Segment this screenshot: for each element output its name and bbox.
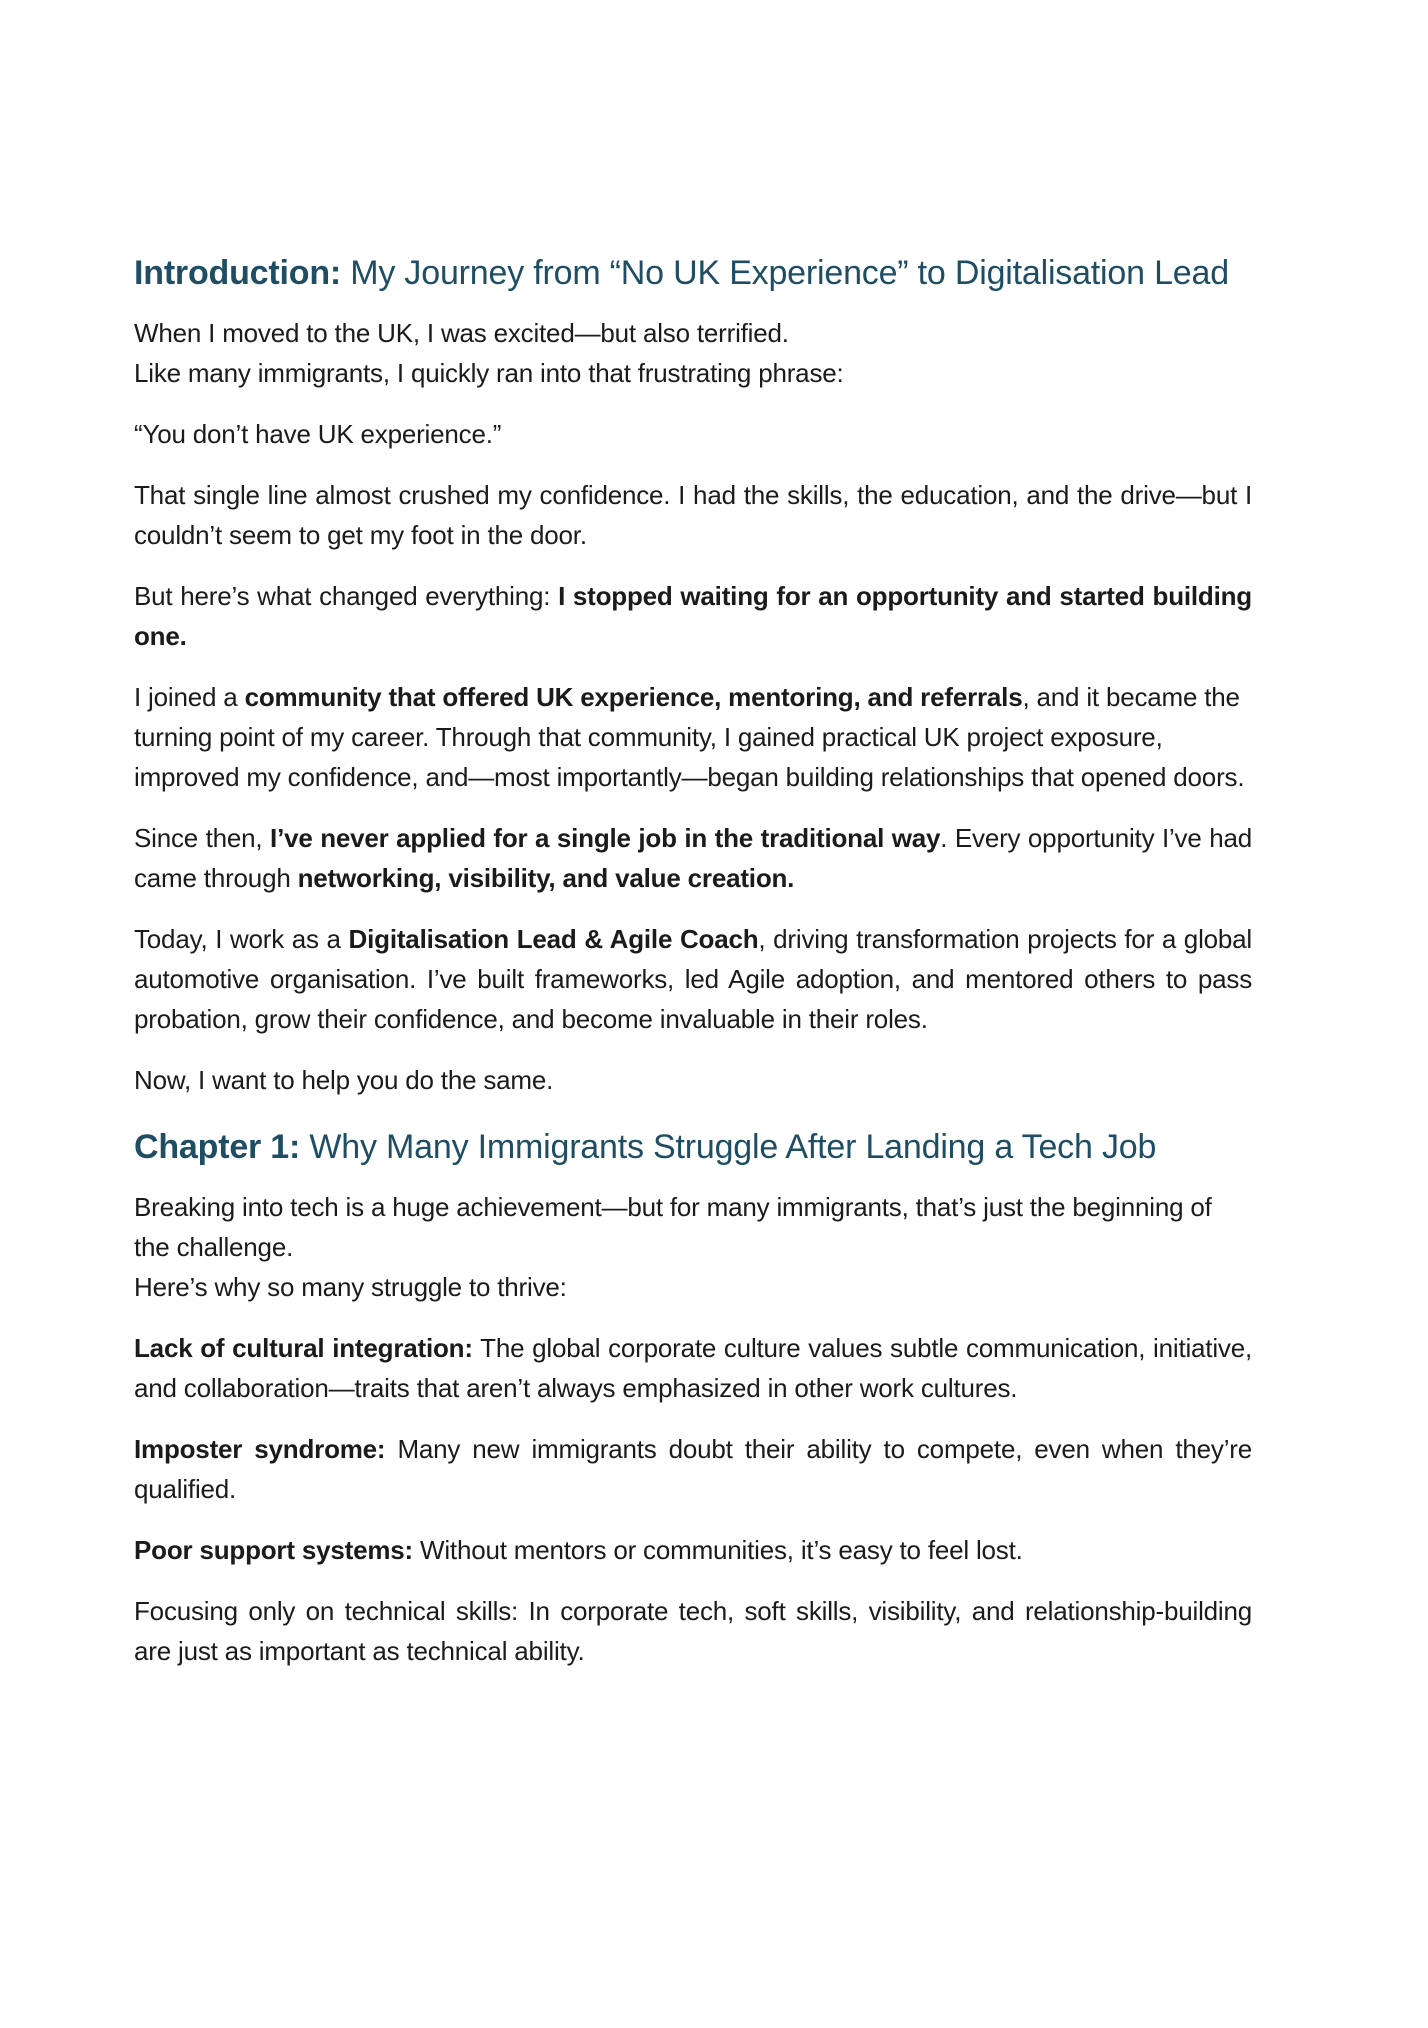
text-run: Now, I want to help you do the same. [134,1065,554,1095]
text-run: Today, I work as a [134,924,349,954]
bold-text-run: I stopped waiting for an opportunity and started building one. [134,581,1252,651]
section-heading [134,1124,1252,1170]
text-run: , and it became the turning point of my career. Through that community, I gained practical UK project exposure, improved my confidence, and—most importantly—began building relationships that opened doors. [134,682,1245,792]
bold-text-run: Digitalisation Lead & Agile Coach [348,924,759,954]
text-run: Since then, [134,823,271,853]
text-run: Breaking into tech is a huge achievement—but for many immigrants, that’s just the beginning of the challenge. Here’s why so many struggle to thrive: [134,1192,1212,1302]
bold-text-run: Lack of cultural integration: [134,1333,473,1363]
text-run: But here’s what changed everything: [134,581,559,611]
paragraph [134,1328,1252,1408]
text-run: Without mentors or communities, it’s easy to feel lost. [412,1535,1023,1565]
paragraph [134,576,1252,656]
paragraph [134,1591,1252,1671]
text-run: Many new immigrants doubt their ability to compete, even when they’re qualified. [134,1434,1252,1504]
text-run: Focusing only on technical skills: In corporate tech, soft skills, visibility, and relationship-building are just as important as technical ability. [134,1596,1252,1666]
text-run: When I moved to the UK, I was excited—but also terrified. Like many immigrants, I quickly ran into that frustrating phrase: [134,318,844,388]
section-heading [134,250,1252,296]
bold-text-run: community that offered UK experience, mentoring, and referrals [244,682,1023,712]
text-run: My Journey from “No UK Experience” to Digitalisation Lead [341,254,1229,292]
paragraph [134,475,1252,555]
text-run: I joined a [134,682,245,712]
text-run: The global corporate culture values subtle communication, initiative, and collaboration—traits that aren’t always emphasized in other work cultures. [134,1333,1252,1403]
paragraph [134,1187,1252,1307]
bold-text-run: Poor support systems: [134,1535,413,1565]
text-run: , driving transformation projects for a global automotive organisation. I’ve built frameworks, led Agile adoption, and mentored others to pass probation, grow their confidence, and become invaluable in their roles. [134,924,1253,1034]
paragraph [134,818,1252,898]
paragraph [134,919,1252,1039]
text-run: “You don’t have UK experience.” [134,419,502,449]
bold-text-run: Introduction: [134,254,342,292]
text-run: That single line almost crushed my confidence. I had the skills, the education, and the drive—but I couldn’t seem to get my foot in the door. [134,480,1252,550]
text-run: Why Many Immigrants Struggle After Landing a Tech Job [300,1128,1157,1166]
bold-text-run: Imposter syndrome: [134,1434,386,1464]
paragraph [134,313,1252,393]
bold-text-run: networking, visibility, and value creation. [297,863,795,893]
bold-text-run: Chapter 1: [134,1128,301,1166]
paragraph [134,1429,1252,1509]
paragraph [134,1060,1252,1100]
bold-text-run: I’ve never applied for a single job in the traditional way [270,823,941,853]
text-run: . Every opportunity I’ve had came through [134,823,1252,893]
paragraph [134,1530,1252,1570]
paragraph [134,414,1252,454]
paragraph [134,677,1252,797]
